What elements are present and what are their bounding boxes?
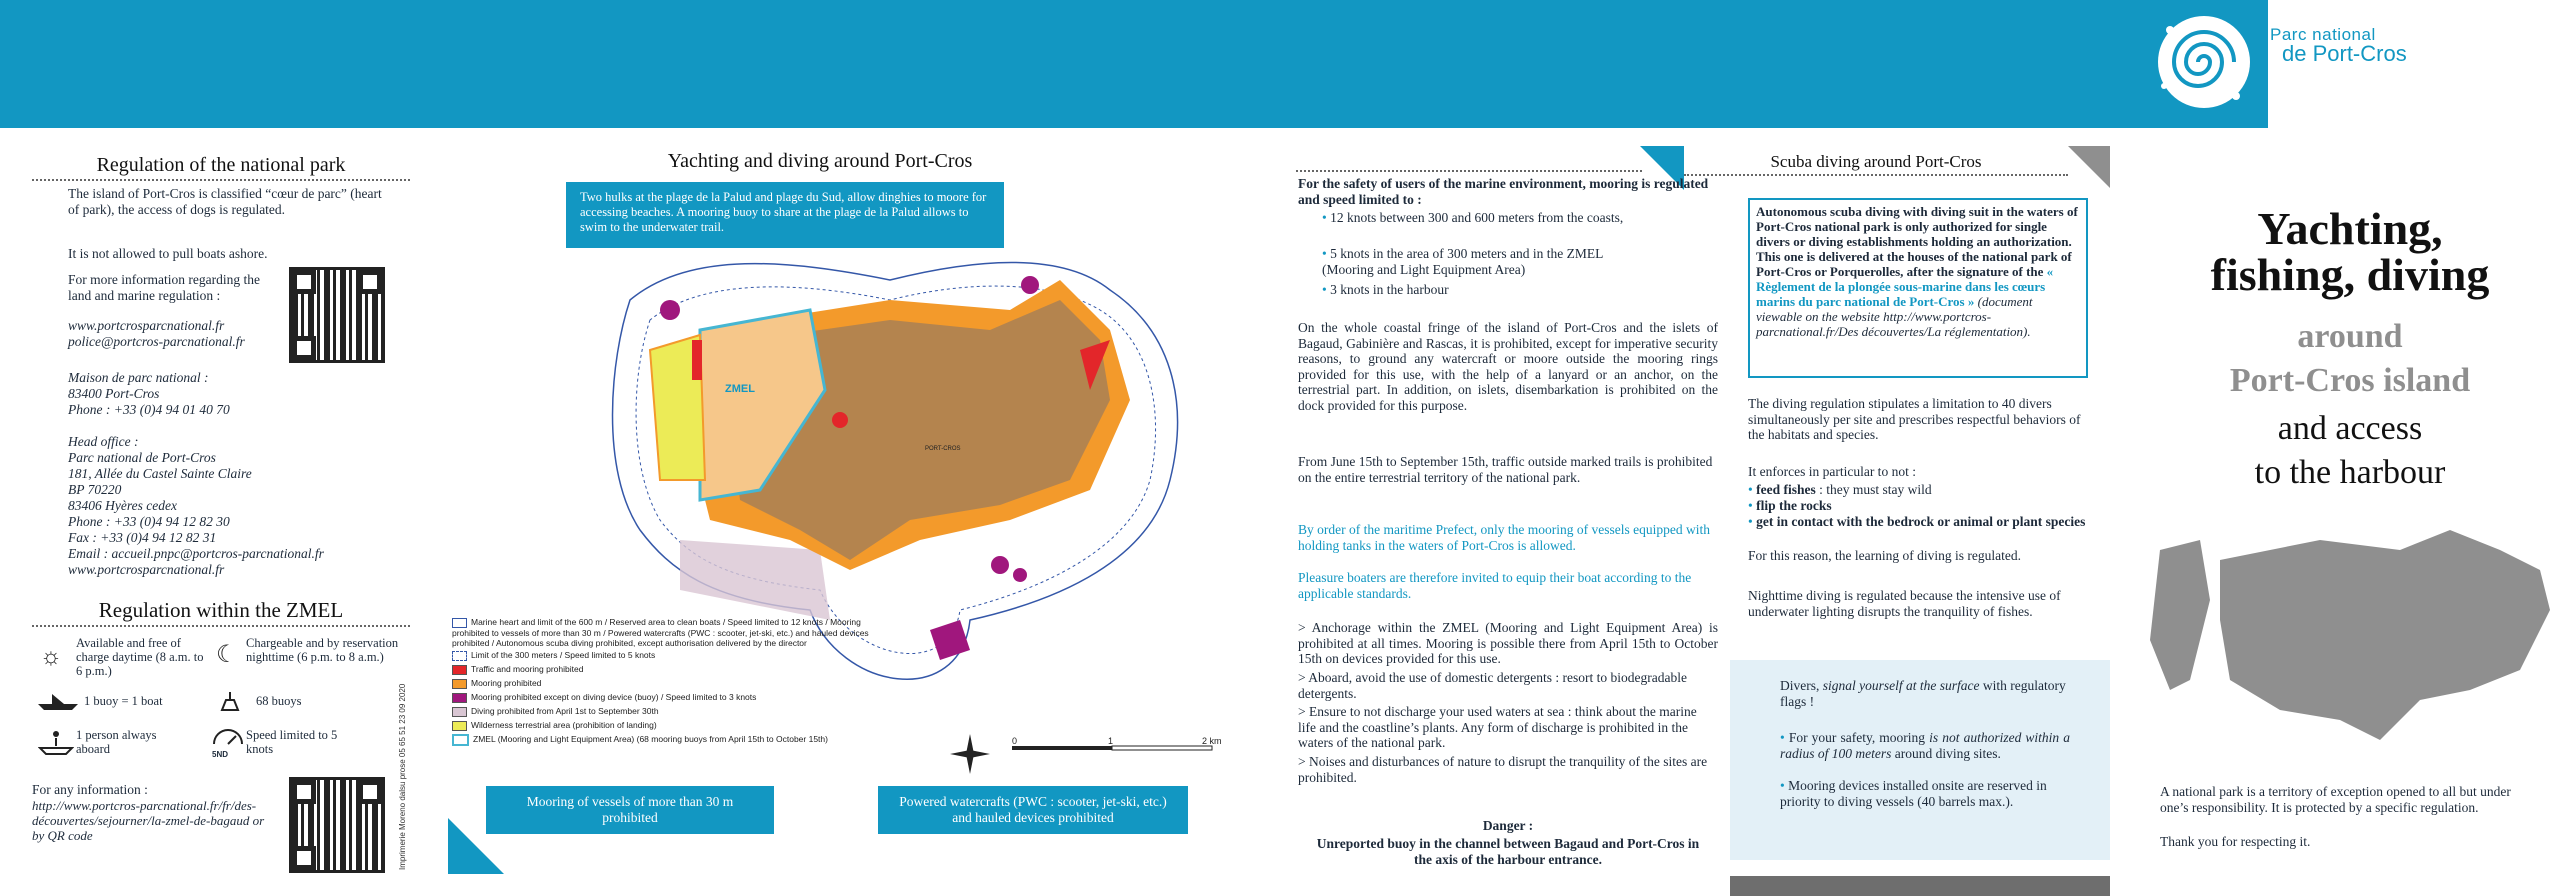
mooring-devices-text: • Mooring devices installed onsite are reserved in priority to diving vessels (40 barrels max.).	[1780, 778, 2047, 809]
qr-code-zmel[interactable]	[292, 780, 382, 870]
coastal-text: On the whole coastal fringe of the island of Port-Cros and the islets of Bagaud, Gabinière and Rascas, it is prohibited, except for imperative security reasons, to ground any watercraft or moore outside the mooring rings provided for this use, with the help of a lanyard or an anchor, on the terrestrial part. In addition, on islets, disembarkation is prohibited on the dock provided for this purpose.	[1298, 320, 1718, 413]
head-line: BP 70220	[68, 482, 122, 497]
legend-item: Mooring prohibited	[452, 676, 872, 690]
person-boat-icon	[38, 730, 74, 756]
zmel-free: Available and free of charge daytime (8 a.m. to 6 p.m.)	[76, 636, 204, 678]
legend-item: Traffic and mooring prohibited	[452, 662, 872, 676]
park-logo	[2140, 0, 2268, 128]
email-link[interactable]: police@portcros-parcnational.fr	[68, 334, 245, 349]
web-link[interactable]: www.portcrosparcnational.fr	[68, 318, 225, 333]
head-line: Email : accueil.pnpc@portcros-parcnational.fr	[68, 546, 324, 561]
head-line: Parc national de Port-Cros	[68, 450, 216, 465]
pwc-box: Powered watercrafts (PWC : scooter, jet-ski, etc.) and hauled devices prohibited	[878, 786, 1188, 834]
speed-item: • 5 knots in the area of 300 meters and in the ZMEL (Mooring and Light Equipment Area)	[1322, 246, 1603, 277]
beach-info-box: Two hulks at the plage de la Palud and plage du Sud, allow dinghies to moore for accessing beaches. A mooring buoy to share at the plage de la Palud allows to swim to the underwater trail.	[566, 182, 1004, 248]
zmel-speed: Speed limited to 5 knots	[246, 728, 338, 756]
detergent-text: > Aboard, avoid the use of domestic detergents : resort to biodegradable detergents.	[1298, 670, 1688, 701]
maison-label: Maison de parc national :	[68, 370, 209, 385]
dive-safety-text: • For your safety, mooring is not authorized within a radius of 100 meters around diving sites.	[1780, 730, 2070, 761]
rule-item: • flip the rocks	[1748, 498, 1832, 513]
legend-item: Wilderness terrestrial area (prohibition of landing)	[452, 718, 872, 732]
buoy-boat-icon	[36, 692, 80, 712]
legend-item: Diving prohibited from April 1st to September 30th	[452, 704, 872, 718]
zmel-heading: Regulation within the ZMEL	[32, 598, 410, 627]
zmel-buoys: 68 buoys	[256, 694, 302, 708]
brand-line1: Parc national	[2270, 25, 2376, 44]
sun-icon: ☼	[40, 644, 62, 670]
dive-site	[1021, 276, 1039, 294]
main-title	[2140, 203, 2560, 300]
compass-rose-icon	[948, 732, 992, 776]
moon-icon: ☾	[216, 642, 238, 668]
speed-item: • 12 knots between 300 and 600 meters from the coasts,	[1322, 210, 1624, 225]
scale-0: 0	[1012, 736, 1018, 746]
head-line: 83406 Hyères cedex	[68, 498, 177, 513]
top-banner	[0, 0, 2268, 128]
corner-triangle-gray	[2068, 146, 2110, 188]
speed-sign-text: 5ND	[212, 750, 229, 759]
rule-item: • feed fishes : they must stay wild	[1748, 482, 1932, 497]
subtitle-around: around	[2297, 318, 2403, 355]
speed-item: • 3 knots in the harbour	[1322, 282, 1449, 297]
park-logo-text	[2270, 26, 2407, 65]
zmel-person: 1 person always aboard	[76, 728, 157, 756]
subtitle-harbour: to the harbour	[2254, 454, 2446, 491]
scale-2: 2 km	[1202, 736, 1222, 746]
title-line-2: fishing, diving	[2210, 249, 2490, 300]
any-info-label: For any information :	[32, 782, 148, 797]
scale-1: 1	[1108, 736, 1114, 746]
buoy-icon	[218, 690, 242, 712]
spiral-logo-icon	[2140, 0, 2268, 128]
more-info-text: For more information regarding the land and marine regulation :	[68, 272, 260, 303]
print-note: Imprimerie Moreno dalsu prose 05 65 51 23 09 2020	[398, 683, 407, 870]
legend-item: Limit of the 300 meters / Speed limited to 5 knots	[452, 648, 872, 662]
thanks-text: Thank you for respecting it.	[2160, 834, 2311, 849]
prefect-text: By order of the maritime Prefect, only the mooring of vessels equipped with holding tanks in the waters of Port-Cros is allowed.	[1298, 522, 1711, 553]
divers-info-panel	[1730, 660, 2110, 860]
gray-footer-bar	[1730, 876, 2110, 896]
head-line: 181, Allée du Castel Sainte Claire	[68, 466, 252, 481]
subtitle-access: and access	[2277, 410, 2423, 447]
rule-item: • get in contact with the bedrock or animal or plant species	[1748, 514, 2086, 529]
maison-city: 83400 Port-Cros	[68, 386, 160, 401]
title-line-1: Yachting,	[2257, 203, 2443, 254]
diving-authorization-box: Autonomous scuba diving with diving suit in the waters of Port-Cros national park is only authorized for single divers or diving establishments holding an authorization. This one is delivered at the houses of the national park of Port-Cros or Porquerolles, after the signature of the « Règlement de la plongée sous-marine dans les cœurs marins du parc national de Port-Cros » (document viewable on the website http://www.portcros-parcnational.fr/Des découvertes/La réglementation).	[1748, 198, 2088, 378]
enforce-text: It enforces in particular to not :	[1748, 464, 1916, 479]
learning-text: For this reason, the learning of diving is regulated.	[1748, 548, 2021, 563]
traffic-prohibited	[832, 412, 848, 428]
boaters-text: Pleasure boaters are therefore invited to equip their boat according to the applicable standards.	[1298, 570, 1692, 601]
safety-title: For the safety of users of the marine environment, mooring is regulated and speed limited to :	[1298, 176, 1709, 207]
zmel-charge: Chargeable and by reservation nighttime (6 p.m. to 8 a.m.)	[246, 636, 399, 664]
col4-heading: Scuba diving around Port-Cros	[1684, 152, 2068, 176]
anchorage-text: > Anchorage within the ZMEL (Mooring and Light Equipment Area) is prohibited at all times. Mooring is possible there from April 15th to October 15th on devices provided for this use.	[1298, 620, 1718, 666]
footer-text: A national park is a territory of exception opened to all but under one’s responsibility. It is protected by a specific regulation.	[2160, 784, 2511, 815]
zmel-map-label: ZMEL	[725, 383, 755, 395]
island-map-label: PORT-CROS	[925, 446, 961, 452]
noise-text: > Noises and disturbances of nature to disrupt the tranquility of the sites are prohibited.	[1298, 754, 1708, 785]
qr-code-info[interactable]	[292, 270, 382, 360]
island-silhouette	[2140, 520, 2560, 760]
col1-heading: Regulation of the national park	[32, 154, 410, 181]
dive-site	[1013, 568, 1027, 582]
col3-rule	[1296, 170, 1642, 172]
dive-site	[660, 300, 680, 320]
head-office-label: Head office :	[68, 434, 139, 449]
head-line: Phone : +33 (0)4 94 12 82 30	[68, 514, 230, 529]
mooring-30m-box: Mooring of vessels of more than 30 m prohibited	[486, 786, 774, 834]
boats-text: It is not allowed to pull boats ashore.	[68, 246, 268, 261]
diving-limit-text: The diving regulation stipulates a limitation to 40 divers simultaneously per site and prescribes respectful behaviors of the habitats and species.	[1748, 396, 2081, 442]
map-legend	[452, 617, 872, 746]
legend-item: Mooring prohibited except on diving device (buoy) / Speed limited to 3 knots	[452, 690, 872, 704]
col2-heading: Yachting and diving around Port-Cros	[667, 150, 973, 172]
zmel-url[interactable]: http://www.portcros-parcnational.fr/fr/des-découvertes/sejourner/la-zmel-de-bagaud or by QR code	[32, 798, 265, 843]
divers-signal-text: Divers, signal yourself at the surface with regulatory flags !	[1780, 678, 2066, 709]
diving-prohibited-zone	[680, 540, 830, 620]
head-line: www.portcrosparcnational.fr	[68, 562, 225, 577]
maison-phone: Phone : +33 (0)4 94 01 40 70	[68, 402, 230, 417]
legend-item: ZMEL (Mooring and Light Equipment Area) (68 mooring buoys from April 15th to October 15th)	[452, 732, 872, 746]
trails-text: From June 15th to September 15th, traffic outside marked trails is prohibited on the entire terrestrial territory of the national park.	[1298, 454, 1713, 485]
danger-title: Danger :	[1482, 818, 1534, 833]
night-diving-text: Nighttime diving is regulated because the intensive use of underwater lighting disrupts the tranquility of fishes.	[1748, 588, 2061, 619]
dive-site	[991, 556, 1009, 574]
danger-text: Unreported buoy in the channel between Bagaud and Port-Cros in the axis of the harbour entrance.	[1316, 836, 1700, 867]
discharge-text: > Ensure to not discharge your used waters at sea : think about the marine life and the coastline’s plants. Any form of discharge is prohibited in the waters of the national park.	[1298, 704, 1697, 750]
subtitle-island: Port-Cros island	[2229, 362, 2471, 399]
intro-text: The island of Port-Cros is classified “cœur de parc” (heart of park), the access of dogs is regulated.	[68, 186, 382, 217]
head-line: Fax : +33 (0)4 94 12 82 31	[68, 530, 217, 545]
legend-item: Marine heart and limit of the 600 m / Reserved area to clean boats / Speed limited to 12 knots / Mooring prohibited to vessels of more than 30 m / Powered watercrafts (PWC : scooter, jet-ski, etc.) and hauled devices prohibited / Autonomous scuba diving prohibited, except authorisation delivered by the director	[452, 617, 869, 648]
traffic-prohibited	[692, 340, 702, 380]
scale-bar	[1010, 736, 1230, 766]
brand-line2: de Port-Cros	[2282, 41, 2407, 66]
zmel-buoy: 1 buoy = 1 boat	[84, 694, 163, 708]
